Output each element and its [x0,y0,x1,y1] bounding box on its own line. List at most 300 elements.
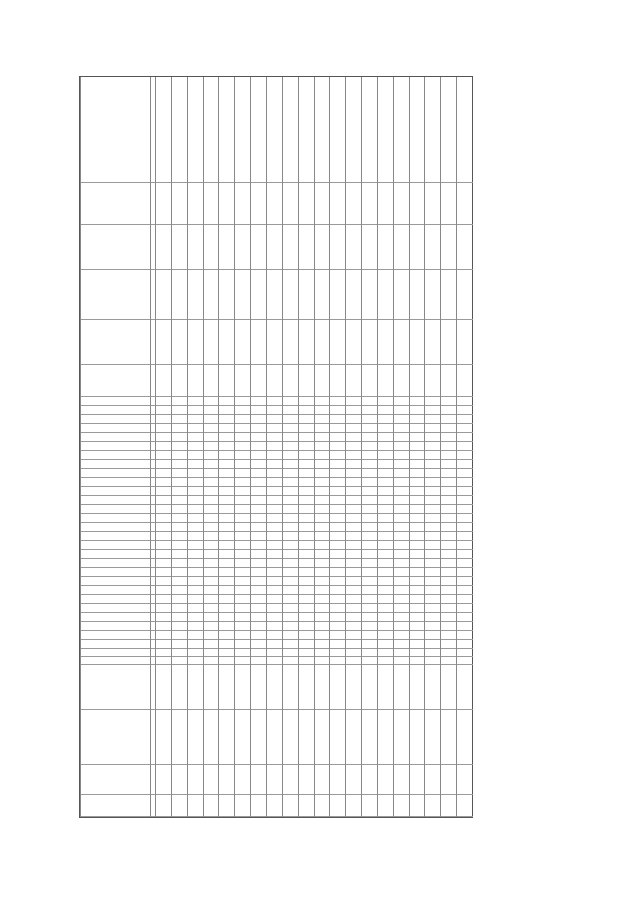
table-cell [235,514,251,523]
table-cell [315,631,331,640]
cell-text [219,548,235,549]
table-cell [299,415,315,424]
table-cell [362,183,378,225]
table-cell [188,665,204,710]
table-cell [267,478,283,487]
table-cell [330,541,346,550]
cell-text [188,602,204,603]
cell-text [299,655,315,656]
cell-text [235,765,236,794]
cell-text [267,602,283,603]
table-cell [378,665,394,710]
cell-text [81,223,151,224]
table-cell [425,460,441,469]
table-cell [172,183,188,225]
table-cell [410,496,426,505]
cell-text [315,575,331,576]
cell-text [267,320,268,364]
cell-text [172,620,188,621]
cell-text [425,629,441,630]
table-cell [251,622,267,631]
table-cell [378,270,394,320]
table-cell [219,595,235,604]
table-cell [267,496,283,505]
column-header [81,433,151,442]
table-cell [362,765,378,795]
cell-text [156,557,172,558]
table-cell [346,665,362,710]
cell-text [151,532,152,540]
table-cell [441,595,457,604]
table-cell [410,649,426,657]
table-cell [441,559,457,568]
table-cell [188,406,204,415]
table-cell [235,469,251,478]
table-cell [378,147,394,183]
table-cell [362,487,378,496]
table-cell [156,559,172,568]
cell-text [188,413,204,414]
cell-text [457,183,458,224]
cell-text [151,604,152,612]
cell-text [299,539,315,540]
cell-text [251,530,267,531]
table-cell [346,577,362,586]
cell-text [204,440,220,441]
table-cell [172,487,188,496]
table-cell [219,665,235,710]
table-cell [457,577,473,586]
table-cell [394,270,410,320]
table-cell [172,406,188,415]
table-cell [410,532,426,541]
table-cell [235,710,251,765]
cell-text [283,593,299,594]
cell-text [378,655,394,656]
cell-text [330,512,346,513]
table-cell [330,550,346,559]
table-cell [330,568,346,577]
table-cell [346,469,362,478]
cell-text [251,503,267,504]
cell-text [172,521,188,522]
table-cell [251,365,267,397]
table-cell [410,469,426,478]
cell-text [315,663,331,664]
cell-text [315,557,331,558]
cell-text [204,431,220,432]
cell-text [251,539,267,540]
table-cell [283,532,299,541]
cell-text [441,395,457,396]
cell-text [235,440,251,441]
table-row [440,77,457,817]
table-cell [394,622,410,631]
cell-text [457,575,473,576]
table-cell [362,541,378,550]
cell-text [410,440,426,441]
table-cell [362,710,378,765]
cell-text [267,270,268,319]
cell-text [315,539,331,540]
cell-text [188,655,204,656]
column-header [81,532,151,541]
cell-text [156,413,172,414]
cell-text [362,512,378,513]
table-cell [394,514,410,523]
cell-text [457,593,473,594]
cell-text [235,458,251,459]
table-cell [315,559,331,568]
cell-text [219,795,220,816]
table-cell [441,147,457,183]
cell-text [315,320,316,364]
table-cell [362,478,378,487]
cell-text [204,485,220,486]
table-cell [188,487,204,496]
cell-text [172,485,188,486]
table-cell [378,424,394,433]
cell-text [410,539,426,540]
table-cell [362,147,378,183]
cell-text [188,530,204,531]
cell-text [330,611,346,612]
table-cell [330,406,346,415]
cell-text [267,485,283,486]
table-cell [410,183,426,225]
table-cell [283,595,299,604]
table-cell [188,424,204,433]
table-cell [219,183,235,225]
cell-text [394,638,410,639]
cell-text [235,431,251,432]
table-cell [267,640,283,649]
table-cell [410,365,426,397]
table-cell [235,406,251,415]
cell-text [394,503,410,504]
cell-text [156,530,172,531]
cell-text [219,147,220,182]
cell-text [346,270,347,319]
table-cell [283,577,299,586]
table-cell [362,550,378,559]
cell-text [330,521,346,522]
table-cell [425,397,441,406]
column-header [81,541,151,550]
table-cell [156,451,172,460]
cell-text [362,602,378,603]
table-cell [219,523,235,532]
table-cell [267,541,283,550]
cell-text [267,655,283,656]
table-cell [251,649,267,657]
cell-text [283,539,299,540]
table-cell [219,406,235,415]
cell-text [394,476,410,477]
cell-text [172,183,173,224]
table-cell [378,406,394,415]
table-cell [362,270,378,320]
cell-text [283,647,299,648]
table-cell [188,433,204,442]
cell-text [299,663,315,664]
cell-text [283,503,299,504]
table-cell [204,523,220,532]
table-cell [219,586,235,595]
cell-text [188,147,189,182]
cell-text [362,629,378,630]
cell-text [410,521,426,522]
cell-text [362,503,378,504]
cell-text [299,629,315,630]
cell-text [441,557,457,558]
table-cell [156,622,172,631]
table-cell [394,505,410,514]
table-cell [362,496,378,505]
table-cell [378,595,394,604]
table-cell [156,631,172,640]
cell-text [315,503,331,504]
cell-text [219,270,220,319]
cell-text [330,539,346,540]
table-cell [188,496,204,505]
table-cell [457,451,473,460]
table-cell [204,460,220,469]
cell-text [81,268,151,269]
table-cell [283,622,299,631]
cell-text [457,494,473,495]
table-cell [299,505,315,514]
cell-text [204,422,220,423]
table-cell [251,451,267,460]
cell-text [425,593,441,594]
cell-text [441,710,442,764]
table-cell [378,487,394,496]
cell-text [81,485,151,486]
table-cell [267,604,283,613]
cell-text [188,458,204,459]
table-cell [457,595,473,604]
cell-text [441,629,457,630]
cell-text [425,449,441,450]
cell-text [346,147,347,182]
table-cell [267,225,283,270]
table-cell [219,541,235,550]
cell-text [219,320,220,364]
table-cell [457,270,473,320]
cell-text [315,602,331,603]
cell-text [425,458,441,459]
table-cell [394,523,410,532]
cell-text [346,521,362,522]
cell-text [219,449,235,450]
table-cell [410,577,426,586]
cell-text [362,647,378,648]
cell-text [362,521,378,522]
cell-text [330,629,346,630]
table-cell [425,657,441,665]
table-cell [172,415,188,424]
cell-text [156,431,172,432]
cell-text [457,270,458,319]
cell-text [151,415,152,423]
table-cell [219,795,235,817]
cell-text [251,270,252,319]
cell-text [151,442,152,450]
cell-text [219,422,235,423]
table-cell [441,397,457,406]
table-cell [441,665,457,710]
table-cell [235,505,251,514]
table-cell [330,622,346,631]
table-cell [330,225,346,270]
register-table [79,76,473,818]
table-cell [457,442,473,451]
column-header [81,604,151,613]
cell-text [315,530,331,531]
table-cell [441,442,457,451]
cell-text [235,449,251,450]
cell-text [172,593,188,594]
cell-text [457,147,458,182]
column-header [81,442,151,451]
table-cell [362,657,378,665]
table-cell [219,649,235,657]
cell-text [251,655,267,656]
cell-text [188,548,204,549]
table-cell [346,631,362,640]
table-cell [267,365,283,397]
cell-text [346,183,347,224]
table-cell [315,460,331,469]
cell-text [235,467,251,468]
table-cell [267,320,283,365]
table-cell [156,320,172,365]
cell-text [204,566,220,567]
table-cell [346,365,362,397]
cell-text [188,320,189,364]
cell-text [362,530,378,531]
cell-text [283,602,299,603]
cell-text [151,365,152,396]
cell-text [283,494,299,495]
cell-text [172,476,188,477]
cell-text [251,413,267,414]
cell-text [457,602,473,603]
cell-text [172,458,188,459]
table-cell [299,559,315,568]
table-cell [204,595,220,604]
cell-text [441,548,457,549]
table-cell [283,183,299,225]
table-cell [315,225,331,270]
cell-text [346,647,362,648]
cell-text [204,593,220,594]
table-cell [283,451,299,460]
cell-text [362,663,378,664]
cell-text [151,657,152,664]
table-cell [172,532,188,541]
cell-text [81,557,151,558]
cell-text [378,413,394,414]
cell-text [283,225,284,269]
table-cell [330,640,346,649]
table-cell [315,433,331,442]
cell-text [441,593,457,594]
cell-text [81,575,151,576]
cell-text [315,665,316,709]
cell-text [251,512,267,513]
cell-text [457,413,473,414]
cell-text [81,476,151,477]
table-cell [188,577,204,586]
table-cell [315,487,331,496]
cell-text [283,665,284,709]
table-cell [251,523,267,532]
cell-text [410,225,411,269]
cell-text [283,566,299,567]
cell-text [151,710,152,764]
table-cell [219,451,235,460]
cell-text [81,638,151,639]
cell-text [394,665,395,709]
cell-text [81,539,151,540]
table-cell [346,568,362,577]
table-cell [457,795,473,817]
cell-text [267,183,268,224]
cell-text [219,485,235,486]
cell-text [346,655,362,656]
cell-text [441,539,457,540]
table-cell [330,649,346,657]
cell-text [219,602,235,603]
cell-text [425,270,426,319]
table-cell [315,183,331,225]
table-cell [235,631,251,640]
cell-text [235,663,251,664]
cell-text [151,568,152,576]
table-cell [172,451,188,460]
table-cell [441,532,457,541]
table-cell [188,604,204,613]
table-cell [172,523,188,532]
cell-text [441,530,457,531]
table-cell [410,514,426,523]
cell-text [315,404,331,405]
table-cell [283,631,299,640]
table-cell [425,442,441,451]
table-cell [410,478,426,487]
cell-text [251,485,267,486]
table-cell [156,147,172,183]
cell-text [330,620,346,621]
cell-text [394,449,410,450]
table-cell [346,649,362,657]
table-cell [330,365,346,397]
cell-text [204,320,205,364]
table-cell [425,451,441,460]
cell-text [457,655,473,656]
cell-text [394,584,410,585]
table-cell [267,514,283,523]
table-cell [299,710,315,765]
cell-text [267,225,268,269]
table-cell [204,397,220,406]
cell-text [425,422,441,423]
table-cell [330,424,346,433]
table-cell [441,478,457,487]
cell-text [378,467,394,468]
